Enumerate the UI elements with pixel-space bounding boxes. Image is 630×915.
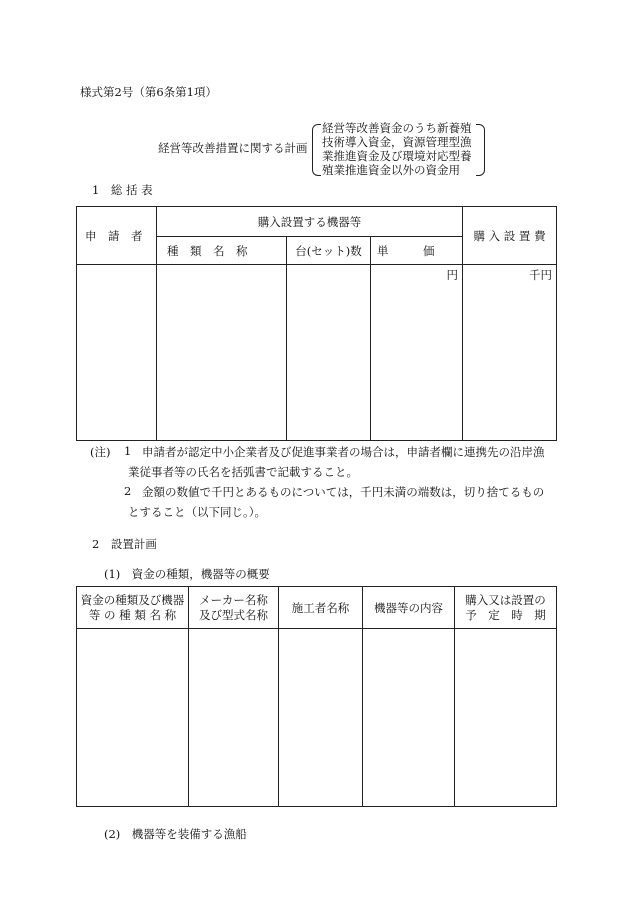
maker-header: メーカー名称 及び型式名称	[189, 587, 279, 629]
equipment-table	[76, 586, 557, 807]
bracket-right	[476, 124, 485, 176]
contractor-cell[interactable]	[279, 629, 363, 807]
units-cell[interactable]	[287, 265, 371, 441]
cost-cell[interactable]	[463, 265, 557, 441]
maker-cell[interactable]	[189, 629, 279, 807]
subsection1-heading: (1) 資金の種類，機器等の概要	[104, 567, 270, 581]
note1-line2: 業従事者等の氏名を括弧書で記載すること。	[128, 465, 358, 479]
note2-line2: とすること（以下同じ。）。	[128, 505, 266, 519]
fund-type-header: 資金の種類及び機器 等 の 種 類 名 称	[77, 587, 189, 629]
note1-number: 1	[124, 444, 132, 458]
yen-unit: 円	[446, 268, 459, 282]
type-name-header: 種 類 名 称	[157, 237, 287, 265]
fund-type-note: 経営等改善資金のうち新養殖 技術導入資金，資源管理型漁 業推進資金及び環境対応型養 殖業推進資金以外の資金用	[322, 121, 472, 177]
note2-number: 2	[124, 484, 132, 498]
unit-price-header: 単 価	[371, 237, 463, 265]
section1-heading: 1 総 括 表	[92, 183, 153, 197]
summary-table	[76, 206, 557, 441]
section2-heading: 2 設置計画	[92, 537, 157, 551]
note1-line1: 申請者が認定中小企業者及び促進事業者の場合は，申請者欄に連携先の沿岸漁	[142, 445, 545, 459]
note-label: (注)	[90, 445, 111, 459]
contractor-header: 施工者名称	[279, 587, 363, 629]
equipment-header: 購入設置する機器等	[157, 207, 463, 237]
note2-line1: 金額の数値で千円とあるものについては，千円未満の端数は，切り捨てるもの	[142, 485, 545, 499]
fund-type-cell[interactable]	[77, 629, 189, 807]
unit-price-cell[interactable]	[371, 265, 463, 441]
units-header: 台(セット)数	[287, 237, 371, 265]
plan-title: 経営等改善措置に関する計画	[158, 141, 308, 155]
applicant-header: 申 請 者	[77, 207, 157, 265]
content-header: 機器等の内容	[363, 587, 455, 629]
content-cell[interactable]	[363, 629, 455, 807]
schedule-header: 購入又は設置の 予 定 時 期	[455, 587, 557, 629]
applicant-cell[interactable]	[77, 265, 157, 441]
subsection2-heading: (2) 機器等を装備する漁船	[104, 827, 247, 841]
form-number: 様式第2号（第6条第1項）	[80, 85, 217, 99]
schedule-cell[interactable]	[455, 629, 557, 807]
cost-header: 購 入 設 置 費	[463, 207, 557, 265]
thousand-yen-unit: 千円	[529, 268, 553, 282]
type-name-cell[interactable]	[157, 265, 287, 441]
bracket-left	[312, 124, 321, 176]
